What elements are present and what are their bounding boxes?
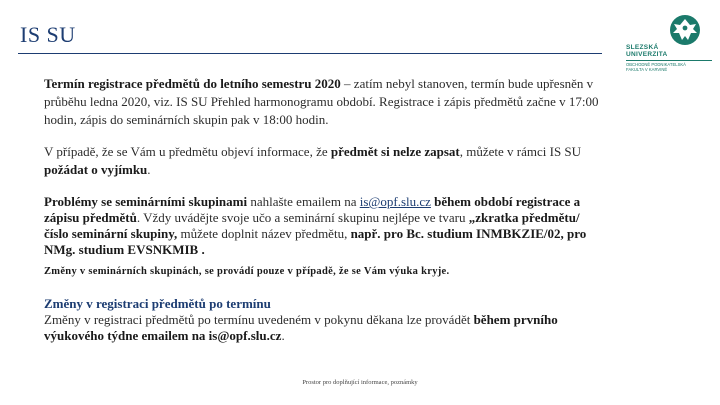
seminar-problems-paragraph <box>44 194 604 258</box>
registration-term-bold: Termín registrace předmětů do letního semestru 2020 <box>44 76 341 91</box>
logo-name-line1: SLEZSKÁ <box>626 44 659 51</box>
exception-text2: , můžete v rámci IS SU <box>459 144 582 159</box>
exception-text3: . <box>147 162 151 177</box>
seminar-problems-text1: nahlašte emailem na <box>247 194 360 209</box>
seminar-changes-note <box>44 263 604 281</box>
seminar-problems-bold2: během období registrace a zápisu předmětů <box>44 194 581 225</box>
exception-bold1: předmět si nelze zapsat <box>330 144 460 159</box>
seminar-problems-text2: . Vždy uvádějte svoje učo a seminární skupinu nejlépe ve tvaru <box>136 210 469 225</box>
title-divider <box>18 53 602 54</box>
logo-sub-line1: OBCHODNĚ PODNIKATELSKÁ <box>626 60 712 67</box>
exception-text1: V případě, že se Vám u předmětu objeví informace, že <box>44 144 331 159</box>
logo-sub-line2: FAKULTA V KARVINÉ <box>626 67 668 72</box>
seminar-problems-bold4: např. pro Bc. studium INMBKZIE/02, pro NMg. studium EVSNKMIB . <box>44 226 587 257</box>
seminar-problems-bold3: „zkratka předmětu/číslo seminární skupiny, <box>44 210 580 241</box>
footer-note: Prostor pro doplňující informace, poznámky <box>302 379 418 386</box>
page-title: IS SU <box>20 22 76 47</box>
late-changes-text1: Změny v registraci předmětů po termínu uvedeném v pokynu děkana lze provádět <box>44 312 474 327</box>
seminar-problems-text3: můžete doplnit název předmětu, <box>177 226 351 241</box>
content-area <box>44 75 604 344</box>
late-changes-bold1: během prvního výukového týdne emailem na is@opf.slu.cz <box>44 312 558 343</box>
exception-paragraph <box>44 143 604 179</box>
registration-term-paragraph <box>44 75 604 129</box>
seminar-changes-bold: Změny v seminárních skupinách, se provádí pouze v případě, že se Vám výuka kryje. <box>44 266 450 277</box>
registration-term-text: – zatím nebyl stanoven, termín bude upřesněn v průběhu ledna 2020, viz. IS SU Přehled harmonogramu období. Registrace i zápis předmětů začne v 17:00 hodin, zápis do seminárních skupin pak v 18:00 hodin. <box>44 76 599 127</box>
logo-name-line2: UNIVERZITA <box>626 51 668 58</box>
late-changes-paragraph <box>44 312 604 344</box>
late-changes-heading: Změny v registraci předmětů po termínu <box>44 296 271 311</box>
seminar-problems-bold1: Problémy se seminárními skupinami <box>44 194 248 209</box>
email-link[interactable]: is@opf.slu.cz <box>359 194 431 209</box>
exception-bold2: požádat o vyjímku <box>44 162 148 177</box>
late-changes-text2: . <box>281 328 285 343</box>
